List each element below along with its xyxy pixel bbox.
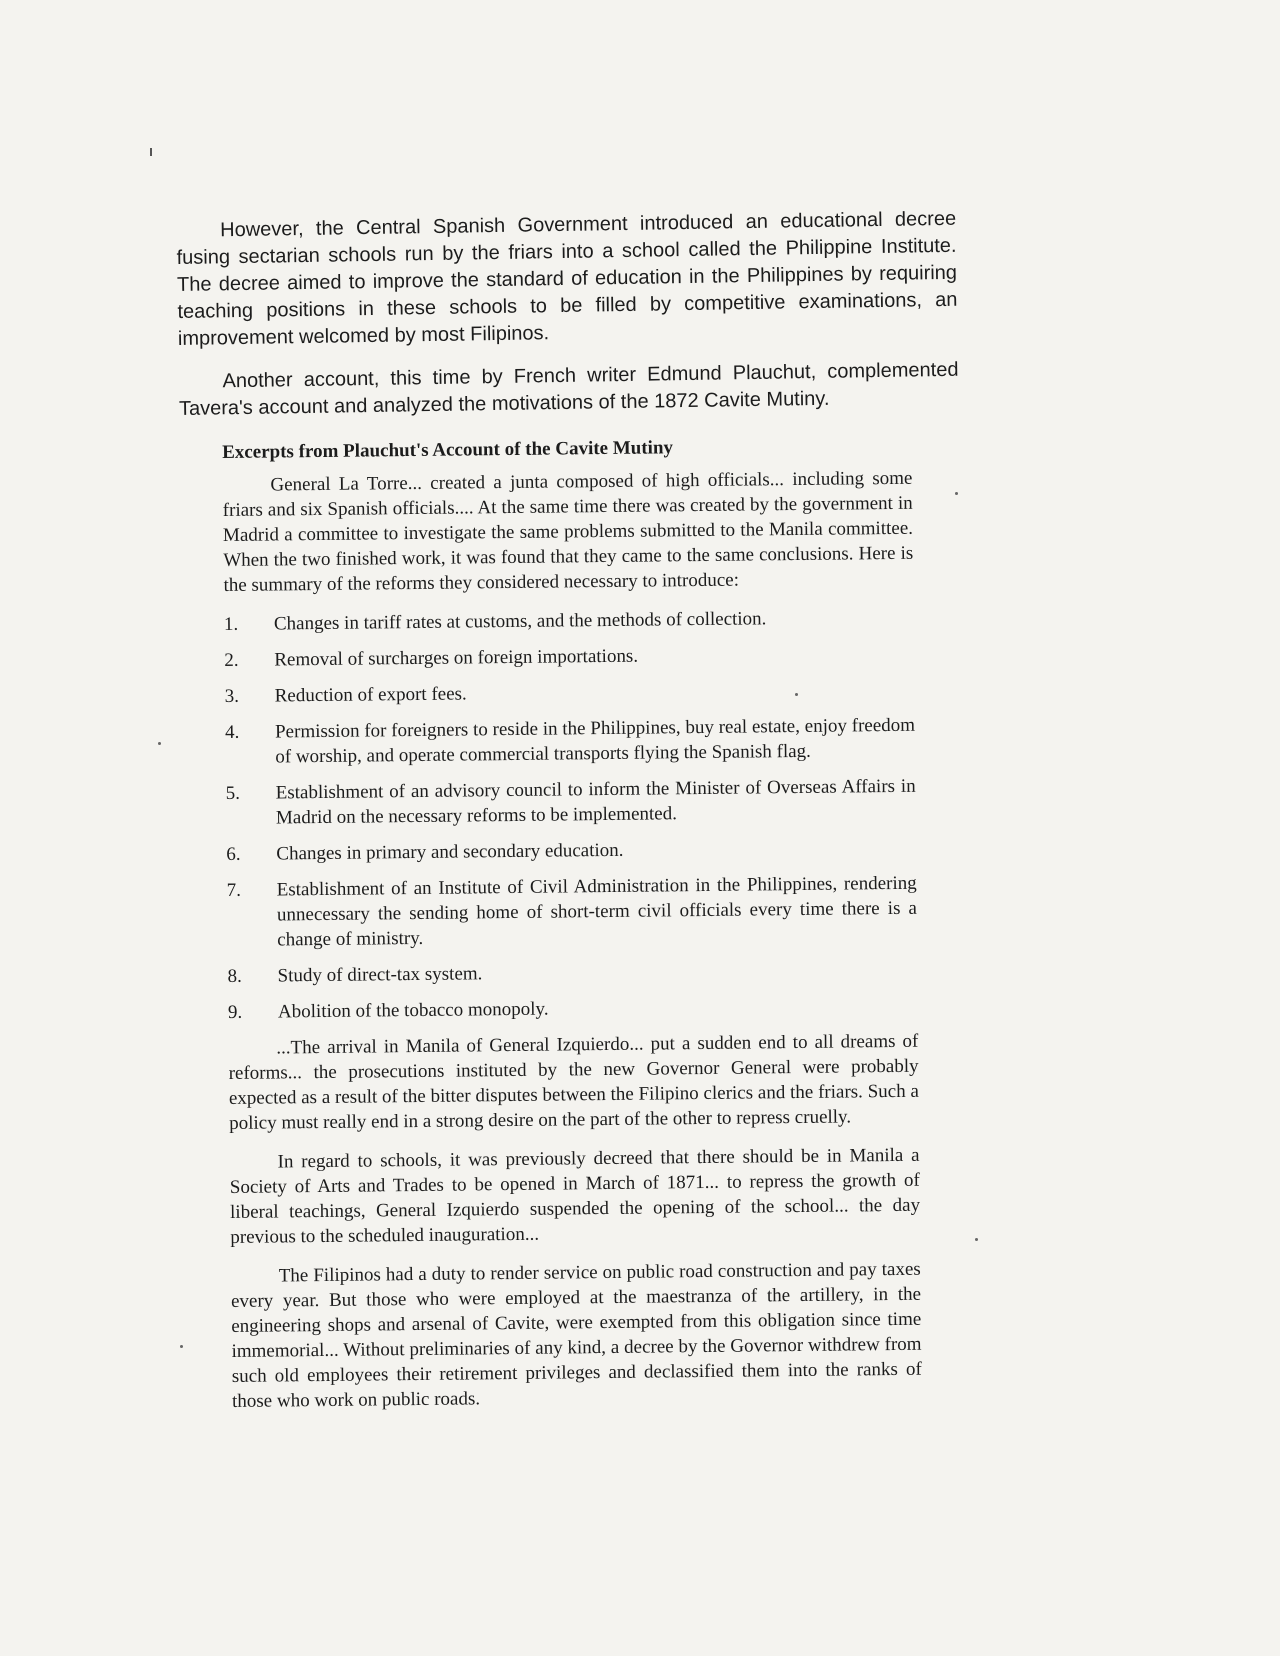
excerpt-closing-paragraph-1: ...The arrival in Manila of General Izquierdo... put a sudden end to all dreams of reforms... the prosecutions instituted by the new Governor General were probably expected as a result of the bitter disputes between the Filipino clerics and the friars. Such a policy must really end in a strong desire on the part of the other to repress cruelly. [228,1030,919,1134]
list-item-number: 6. [226,843,241,865]
excerpt-opening-paragraph: General La Torre... created a junta composed of high officials... including some friars and six Spanish officials.... At the same time there was created by the government in Madrid a committee to investigate the same problems submitted to the Manila committee. When the two finished work, it was found that they came to the same conclusions. Here is the summary of the reforms they considered necessary to introduce: [222,467,914,596]
list-item [225,713,915,770]
list-item [226,835,916,867]
list-item-text: Abolition of the tobacco monopoly. [277,998,549,1023]
list-item [224,641,914,673]
list-item [226,774,916,831]
excerpt-closing-paragraph-3: The Filipinos had a duty to render service on public road construction and pay taxes every year. But those who were employed at the maestranza of the artillery, in the engineering shops and arsenal of Cavite, were exempted from this obligation since time immemorial... Without preliminaries of any kind, a decree by the Governor withdrew from such old employees their retirement privileges and declassified them into the ranks of those who work on public roads. [230,1258,922,1412]
list-item-text: Establishment of an advisory council to inform the Minister of Overseas Affairs in Madrid on the necessary reforms to be implemented. [275,775,916,829]
list-item-number: 4. [224,721,240,743]
list-item [224,605,914,637]
intro-paragraph-2: Another account, this time by French writer Edmund Plauchut, complemented Tavera's account and analyzed the motivations of the 1872 Cavite Mutiny. [178,358,959,420]
list-item-number: 7. [226,879,242,901]
list-item-text: Establishment of an Institute of Civil Administration in the Philippines, rendering unnecessary the sending home of short-term civil officials every time there is a change of ministry. [276,872,918,951]
scan-speck [795,693,798,696]
list-item-number: 9. [227,1001,243,1023]
reform-list [224,605,918,1025]
excerpt-block [222,433,922,1428]
list-item-text: Changes in primary and secondary education. [276,839,624,865]
scan-speck [955,492,958,495]
list-item-text: Changes in tariff rates at customs, and the methods of collection. [273,608,767,635]
list-item-number: 2. [224,649,239,671]
list-item-text: Reduction of export fees. [274,683,467,707]
list-item-text: Study of direct-tax system. [277,963,483,987]
list-item-text: Permission for foreigners to reside in the Philippines, buy real estate, enjoy freedom of worship, and operate commercial transports flying the Spanish flag. [274,714,916,768]
list-item [227,871,918,953]
list-item-number: 8. [227,965,242,987]
scan-speck [158,742,161,745]
excerpt-title: Excerpts from Plauchut's Account of the Cavite Mutiny [222,437,674,463]
list-item [225,677,915,709]
list-item-number: 3. [224,685,240,707]
list-item [227,957,917,989]
excerpt-closing-paragraph-2: In regard to schools, it was previously decreed that there should be in Manila a Society of Arts and Trades to be opened in March of 1871... to repress the growth of liberal teachings, General Izquierdo suspended the opening of the school... the day previous to the scheduled inauguration... [229,1144,921,1248]
intro-paragraph-1: However, the Central Spanish Government introduced an educational decree fusing sectarian schools run by the friars into a school called the Philippine Institute. The decree aimed to improve the standard of education in the Philippines by requiring teaching positions in these schools to be filled by competitive examinations, an improvement welcomed by most Filipinos. [176,207,958,350]
list-item [228,993,918,1025]
scan-speck [180,1345,183,1348]
list-item-number: 5. [225,782,241,804]
scan-speck [975,1238,978,1241]
list-item-text: Removal of surcharges on foreign importations. [274,645,639,671]
intro-text [176,206,959,439]
scan-mark [150,148,152,156]
list-item-number: 1. [223,613,239,635]
